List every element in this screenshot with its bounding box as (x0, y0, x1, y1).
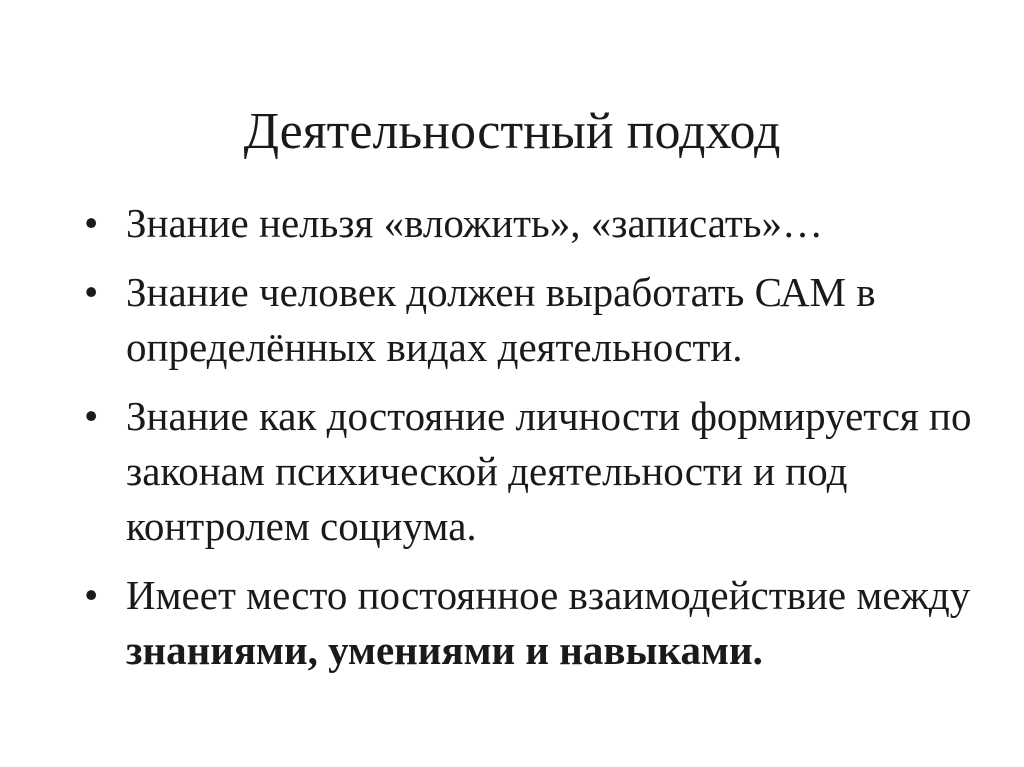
bullet-text: Знание нельзя «вложить», «записать»… (126, 200, 823, 246)
bullet-text: Знание человек должен выработать САМ в определённых видах деятельности. (126, 269, 876, 370)
bullet-item (0, 568, 1024, 678)
bullet-marker: • (84, 269, 99, 315)
bullet-item (0, 196, 1024, 251)
bullet-bold-text: знаниями, умениями и навыками. (126, 627, 763, 673)
bullet-text: Имеет место постоянное взаимодействие между (126, 572, 971, 618)
bullet-marker: • (84, 200, 99, 246)
bullet-item (0, 265, 1024, 375)
bullet-list (0, 196, 1024, 692)
bullet-item (0, 389, 1024, 554)
slide-title: Деятельностный подход (243, 103, 781, 160)
bullet-marker: • (84, 393, 99, 439)
bullet-text: Знание как достояние личности формируется по законам психической деятельности и под контролем социума. (126, 393, 972, 549)
bullet-marker: • (84, 572, 99, 618)
